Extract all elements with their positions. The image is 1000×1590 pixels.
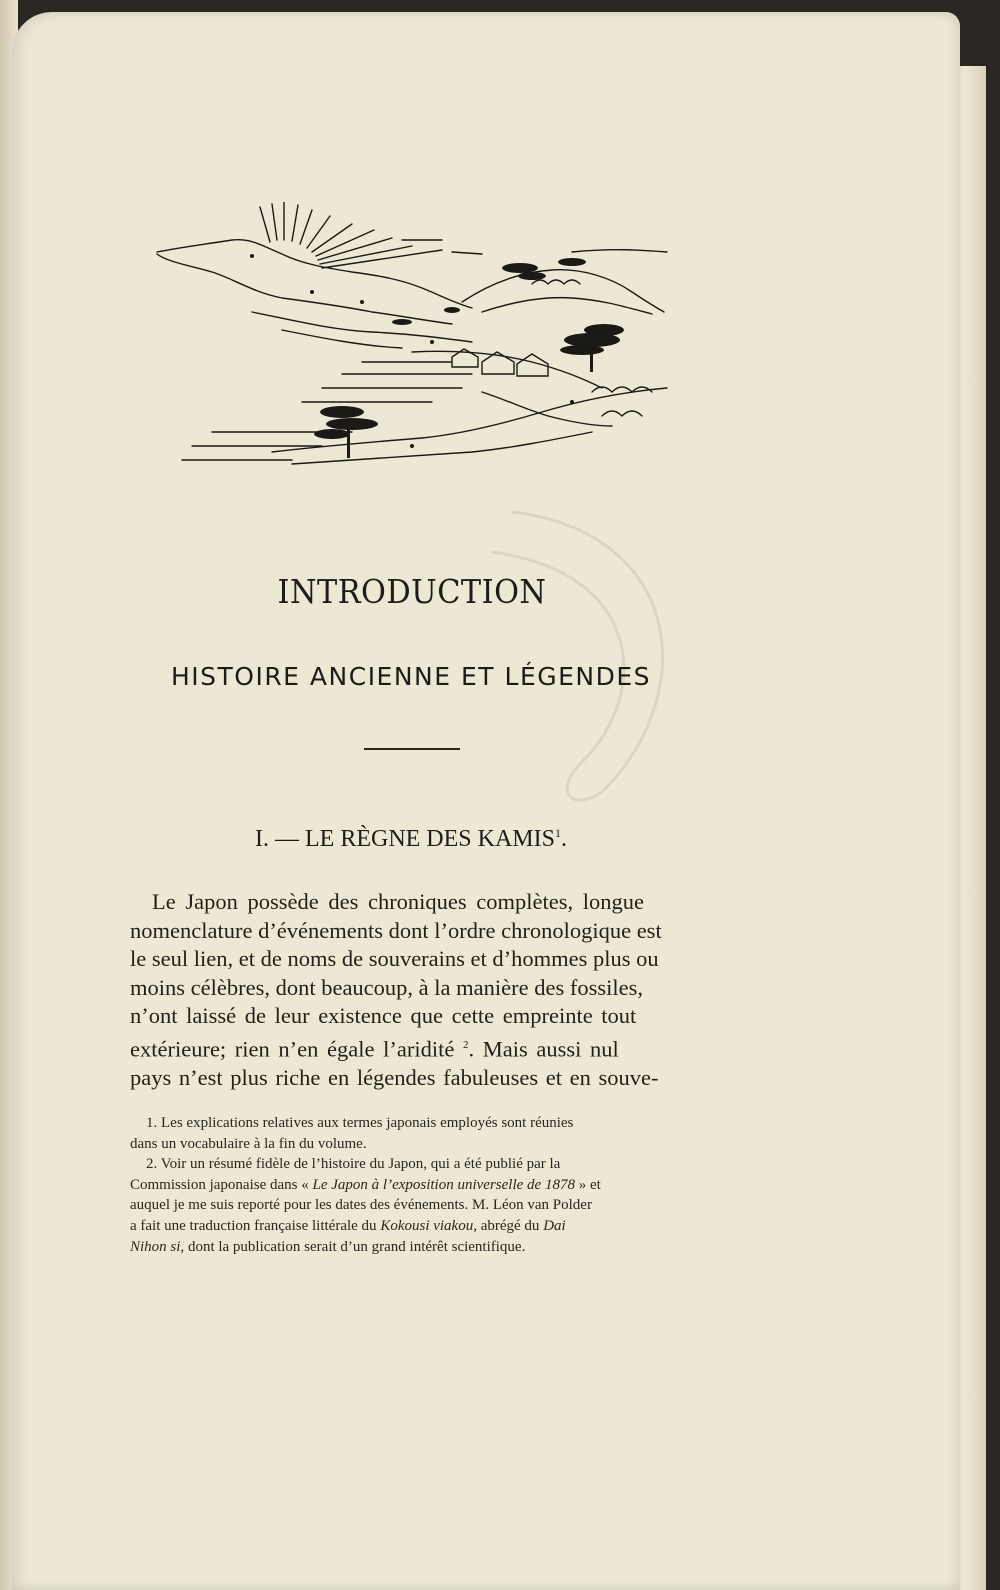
landscape-vignette-icon [152, 202, 672, 477]
body-line: le seul lien, et de noms de souverains et d’hommes plus ou [130, 946, 659, 972]
footnote-italic-title: Kokousi viakou, [380, 1217, 477, 1234]
body-line-text: extérieure; rien n’en égale l’aridité [130, 1036, 455, 1062]
body-line: nomenclature d’événements dont l’ordre chronologique est [130, 917, 662, 943]
footnote-italic-title: Dai [543, 1217, 566, 1234]
footnote-ref-1: 1 [555, 826, 561, 840]
chapter-title: INTRODUCTION [277, 572, 547, 611]
footnote-text: dont la publication serait d’un grand intérêt scientifique. [184, 1238, 526, 1255]
footnote-ref-2: 2 [462, 1038, 469, 1051]
body-line [130, 1031, 688, 1064]
footnotes [130, 1113, 690, 1257]
body-line: moins célèbres, dont beaucoup, à la manière des fossiles, [130, 974, 643, 1000]
footnote-2-line: auquel je me suis reporté pour les dates des événements. M. Léon van Polder [130, 1197, 592, 1214]
book-page [12, 12, 960, 1590]
body-paragraph [130, 888, 688, 1093]
footnote-2-line [130, 1237, 690, 1258]
footnote-2-line [130, 1216, 690, 1237]
footnote-text: abrégé du [476, 1217, 544, 1234]
footnote-text: a fait une traduction française littérale du [130, 1217, 381, 1234]
footnote-text: Commission japonaise dans « [130, 1176, 313, 1193]
chapter-subtitle: HISTOIRE ANCIENNE ET LÉGENDES [170, 662, 652, 691]
footnote-italic-title: Nihon si, [130, 1238, 185, 1255]
footnote-1-line: dans un vocabulaire à la fin du volume. [130, 1135, 367, 1152]
section-heading-tail: . [561, 826, 567, 852]
footnote-text: » et [574, 1176, 601, 1193]
footnote-italic-title: Le Japon à l’exposition universelle de 1878 [312, 1176, 575, 1193]
section-heading [130, 826, 692, 853]
body-line: n’ont laissé de leur existence que cette empreinte tout [130, 1003, 637, 1029]
footnote-2-line: 2. Voir un résumé fidèle de l’histoire du Japon, qui a été publié par la [146, 1156, 561, 1173]
title-divider [364, 748, 460, 750]
section-heading-text: I. — LE RÈGNE DES KAMIS [255, 826, 555, 852]
footnote-2-line [130, 1175, 690, 1196]
footnote-1-line: 1. Les explications relatives aux termes japonais employés sont réunies [146, 1115, 574, 1131]
body-line: pays n’est plus riche en légendes fabuleuses et en souve- [130, 1065, 659, 1091]
body-line-text: . Mais aussi nul [468, 1036, 619, 1062]
body-line: Le Japon possède des chroniques complètes, longue [152, 889, 645, 914]
